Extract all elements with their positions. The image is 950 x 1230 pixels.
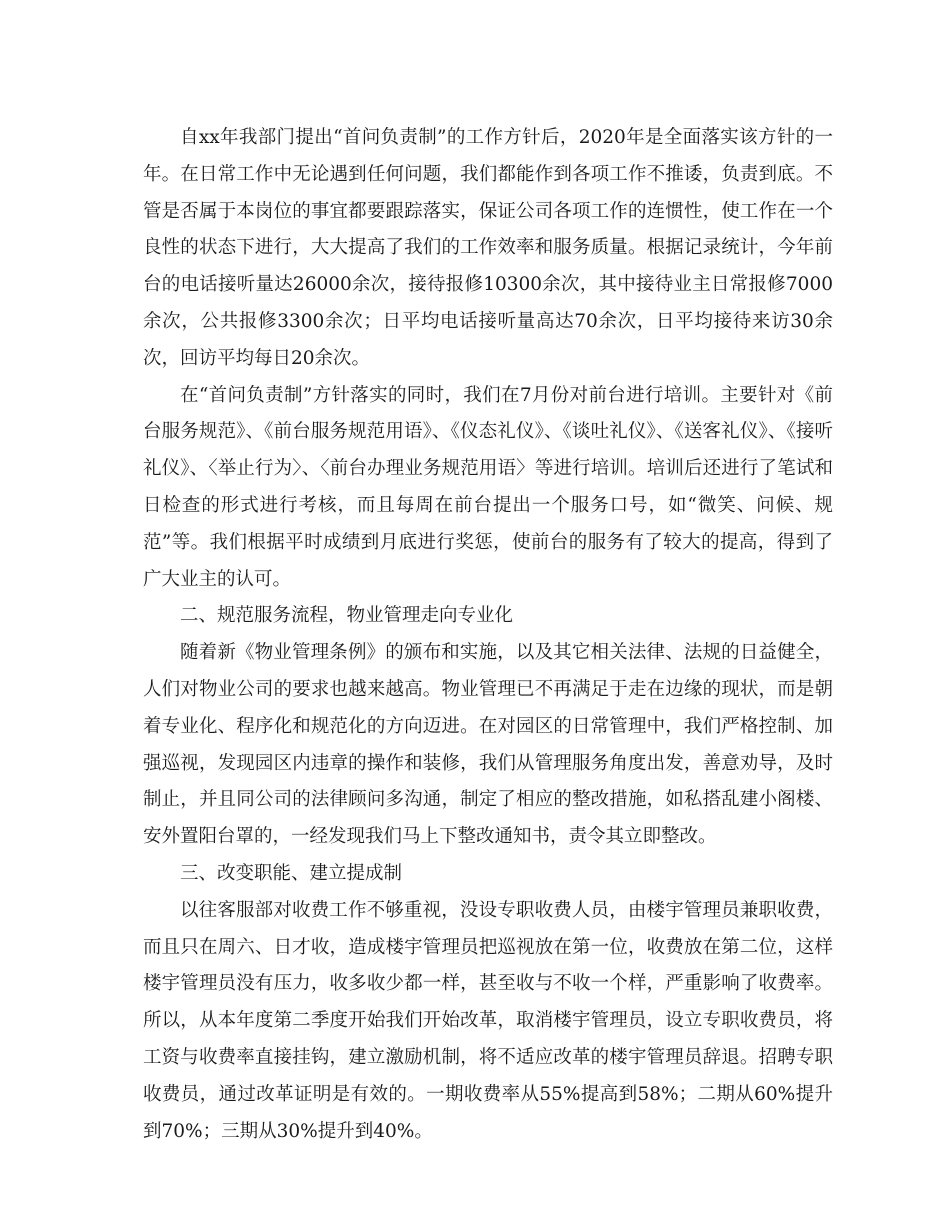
section-heading-commission-system: 三、改变职能、建立提成制 <box>180 862 403 884</box>
section-heading-service-process: 二、规范服务流程，物业管理走向专业化 <box>180 605 514 627</box>
paragraph-first-inquiry-responsibility: 自xx年我部门提出“首问负责制”的工作方针后，2020年是全面落实该方针的一年。在日常工作中无论遇到任何问题，我们都能作到各项工作不推诿，负责到底。不管是否属于本岗位的事宜都要跟踪落实，保证公司各项工作的连惯性，使工作在一个良性的状态下进行，大大提高了我们的工作效率和服务质量。根据记录统计，今年前台的电话接听量达26000余次，接待报修10300余次，其中接待业主日常报修7000余次，公共报修3300余次；日平均电话接听量高达70余次，日平均接待来访30余次，回访平均每日20余次。 <box>143 127 833 369</box>
paragraph-property-management: 随着新《物业管理条例》的颁布和实施，以及其它相关法律、法规的日益健全，人们对物业公司的要求也越来越高。物业管理已不再满足于走在边缘的现状，而是朝着专业化、程序化和规范化的方向迈进。在对园区的日常管理中，我们严格控制、加强巡视，发现园区内违章的操作和装修，我们从管理服务角度出发，善意劝导，及时制止，并且同公司的法律顾问多沟通，制定了相应的整改措施，如私搭乱建小阁楼、安外置阳台罩的，一经发现我们马上下整改通知书，责令其立即整改。 <box>143 642 833 848</box>
paragraph-fee-collection-reform: 以往客服部对收费工作不够重视，没设专职收费人员，由楼宇管理员兼职收费，而且只在周六、日才收，造成楼宇管理员把巡视放在第一位，收费放在第二位，这样楼宇管理员没有压力，收多收少都一样，甚至收与不收一个样，严重影响了收费率。所以，从本年度第二季度开始我们开始改革，取消楼宇管理员，设立专职收费员，将工资与收费率直接挂钩，建立激励机制，将不适应改革的楼宇管理员辞退。招聘专职收费员，通过改革证明是有效的。一期收费率从55%提高到58%；二期从60%提升到70%；三期从30%提升到40%。 <box>143 899 833 1142</box>
document-page <box>143 120 833 1150</box>
paragraph-front-desk-training: 在“首问负责制”方针落实的同时，我们在7月份对前台进行培训。主要针对《前台服务规范》、《前台服务规范用语》、《仪态礼仪》、《谈吐礼仪》、《送客礼仪》、《接听礼仪》、〈举止行为〉、〈前台办理业务规范用语〉等进行培训。培训后还进行了笔试和日检查的形式进行考核，而且每周在前台提出一个服务口号，如“微笑、问候、规范”等。我们根据平时成绩到月底进行奖惩，使前台的服务有了较大的提高，得到了广大业主的认可。 <box>143 384 833 590</box>
